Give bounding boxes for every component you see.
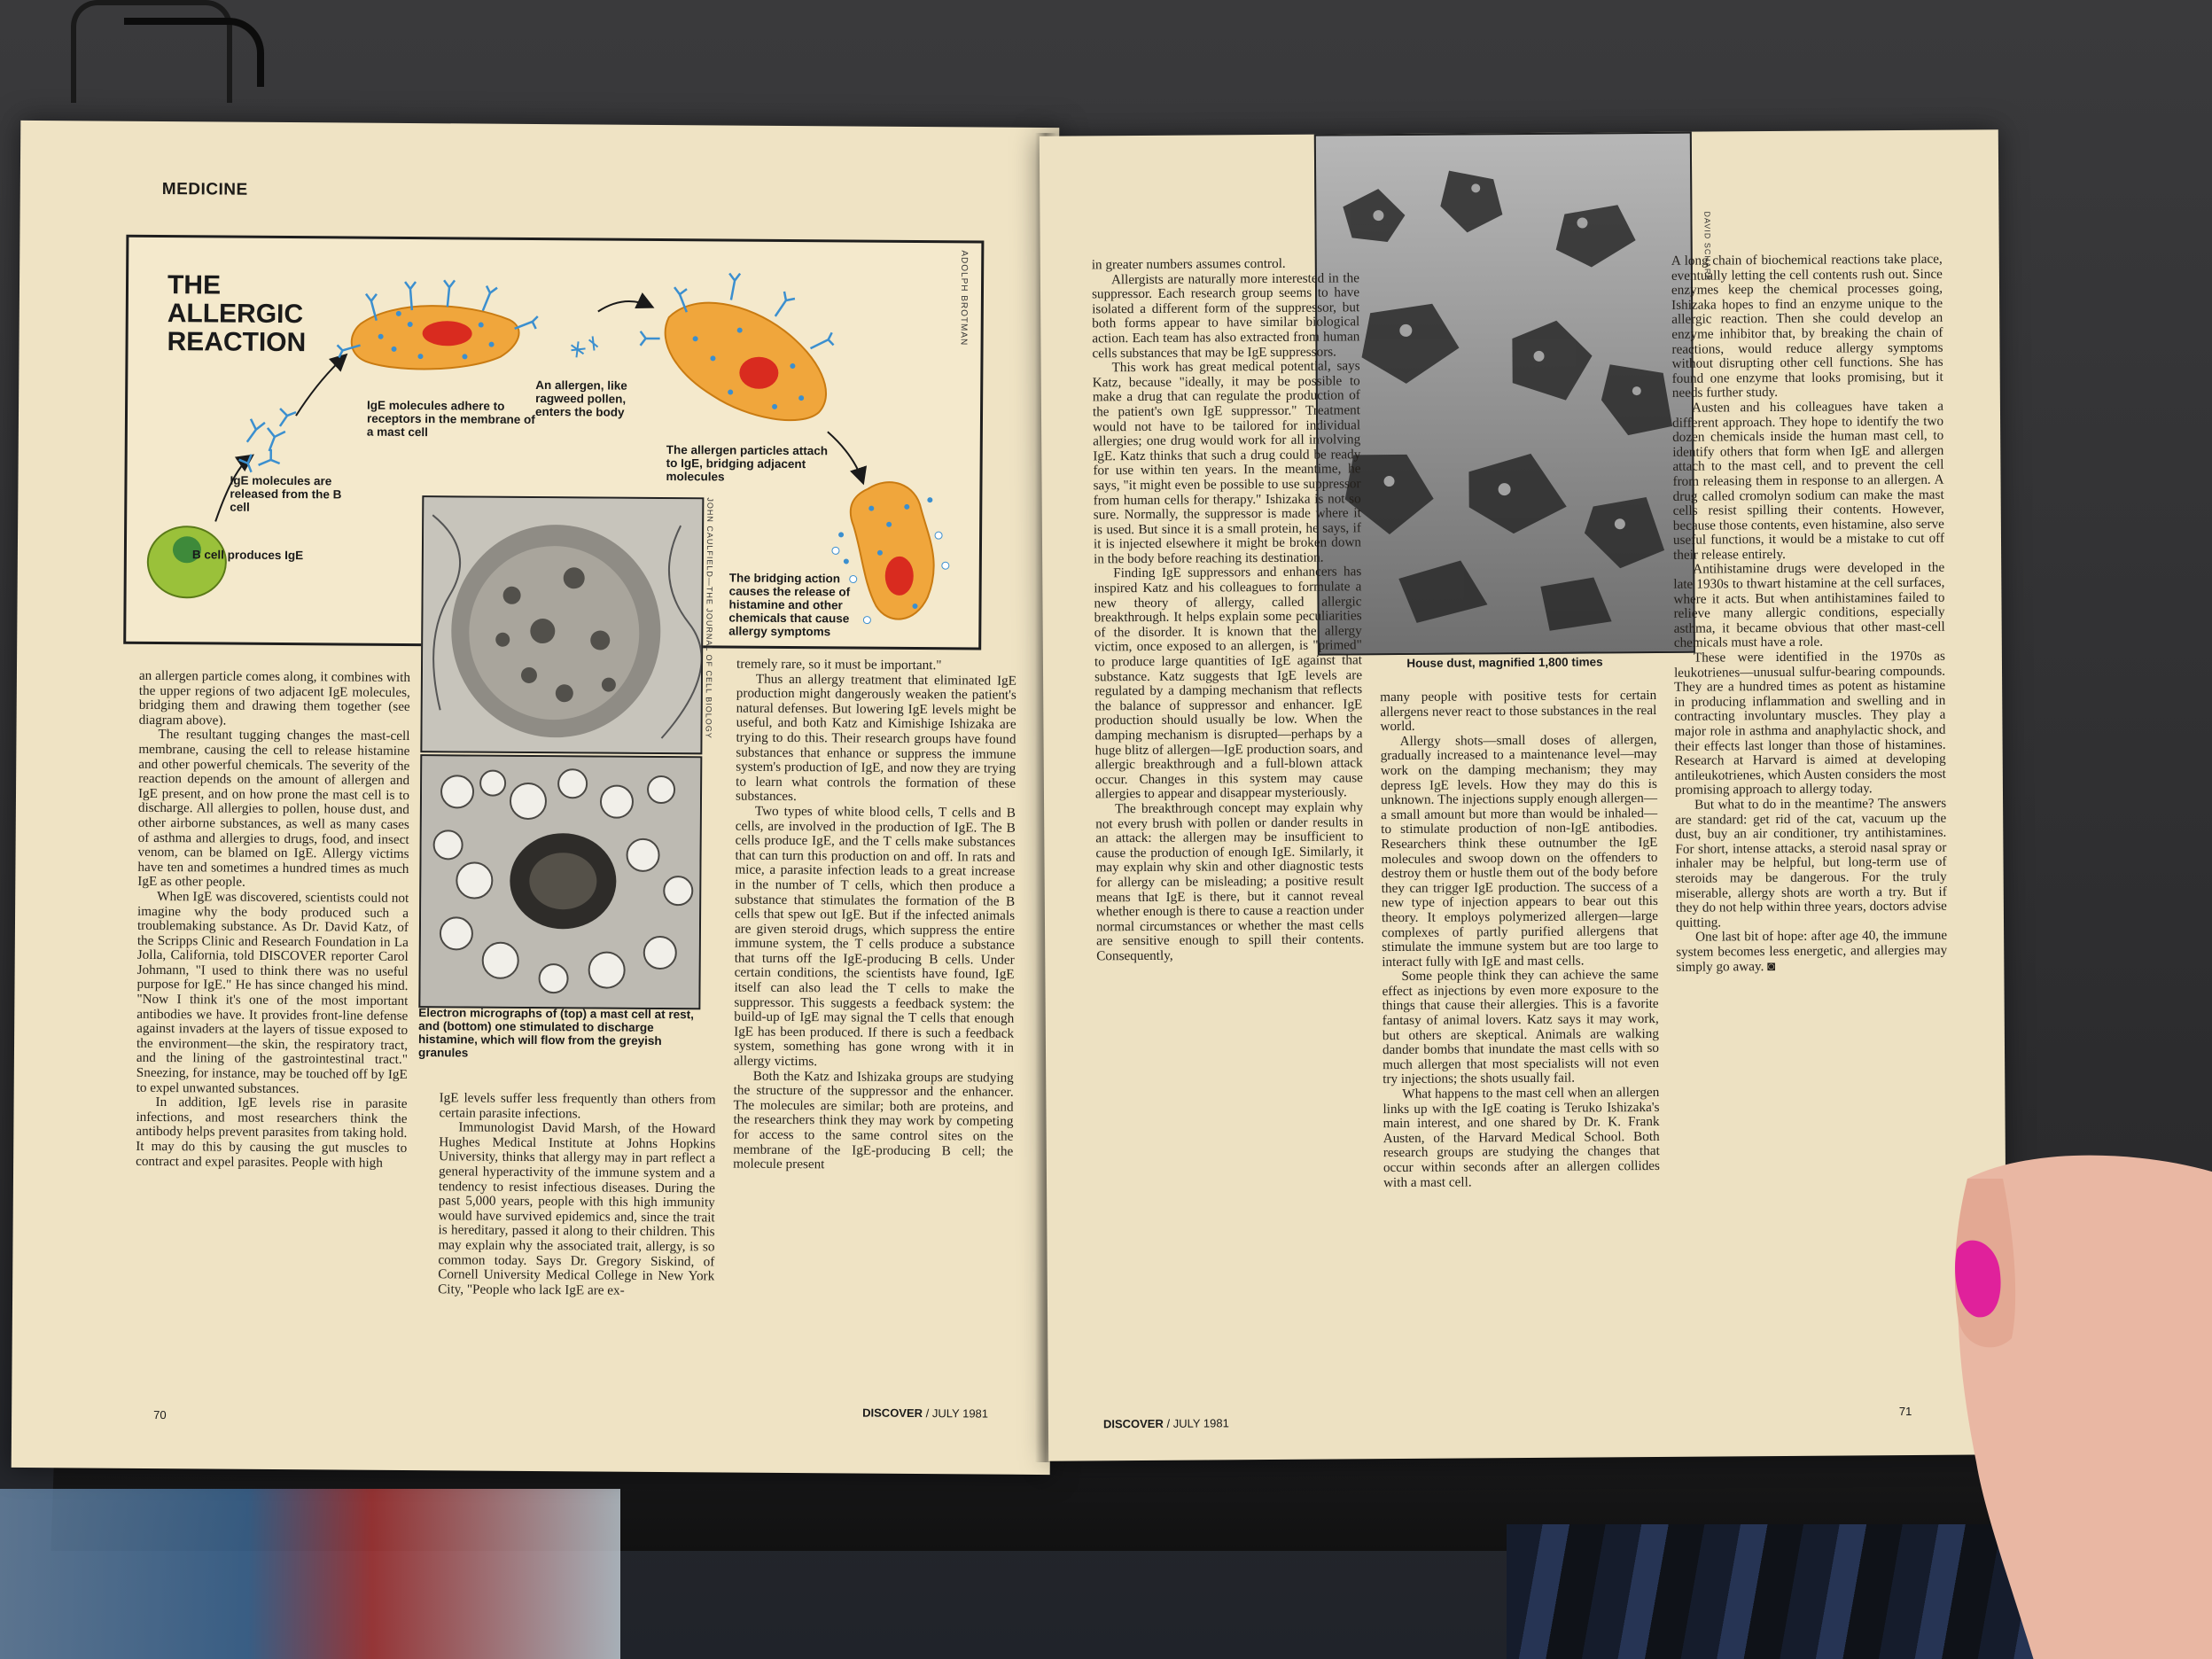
diagram-title-line: THE: [167, 270, 222, 300]
paragraph: This work has great medical potential, says Katz, because "ideally, it may be possible to make a drug that can regulate the production of the patient's own IgE suppressor." Treatment would not have to be tailored for individual allergies; one drug would work for all involving IgE. Katz thinks that such a drug could be ready for use within ten years. In the meantime, he says, "it might even be possible to use suppressor from human cells for therapy." Ishizaka is not so sure. Normally, the suppressor is made where it is used. But since it is a small protein, he says, if it is injected elsewhere it might be broken down in the body before reaching its destination.: [1092, 358, 1362, 567]
micrograph-top-image: [422, 497, 702, 752]
mast-cell-bridged: [640, 273, 834, 421]
page-number-left: 70: [153, 1408, 167, 1422]
label-ige-released: IgE molecules are released from the B cell: [230, 473, 342, 514]
paragraph: [1676, 929, 1947, 975]
micrograph-bottom: [418, 754, 702, 1009]
left-column-2: [437, 1091, 715, 1376]
magazine-page-left: [12, 121, 1060, 1475]
micrograph-caption: Electron micrographs of (top) a mast cell at rest, and (bottom) one stimulated to discharge histamine, which will flow from the greyish granules: [417, 1006, 694, 1060]
micrograph-top: [420, 495, 704, 754]
paragraph: When IgE was discovered, scientists could not imagine why the body produced such a troublemaking substance. As Dr. David Katz, of the Scripps Clinic and Research Foundation in La Jolla, California, told DISCOVER reporter Carol Johmann, "I used to think there was no useful purpose for IgE." He has since changed his mind. "Now I think it's one of the most important antibodies we have. It provides front-line defense against invaders at the layers of tissue exposed to the environment—the skin, the respiratory tract, and the lining of the gastrointestinal tract." Sneezing, for instance, may be touched off by IgE to expel unwanted substances.: [136, 888, 409, 1096]
paragraph: Allergy shots—small doses of allergen, gradually increased to a maintenance level—may work on the damping mechanism; they may depress IgE levels. How they may do this is unknown. The injections supply enough allergen—a small amount but more than would be inhaled—to stimulate production of non-IgE antibodies. Researchers think these outnumber the IgE molecules and swoop down on the offenders to destroy them or hustle them out of the body before they can trigger IgE production. The success of a new type of injection appears to bear out this theory. It employs polymerized allergen—large complexes of partly purified allergens that stimulate the immune system but are too large to interact fully with IgE and mast cells.: [1380, 731, 1659, 970]
folio-right: [1103, 1416, 1229, 1430]
diagram-credit: ADOLPH BROTMAN: [958, 250, 970, 347]
mast-cell-receptors: [337, 279, 538, 370]
page-number-right: 71: [1898, 1404, 1912, 1419]
paragraph: The breakthrough concept may explain why not every brush with pollen or dander results in an attack: the allergen may be insufficient to cause the production of enough IgE. Similarly, it may explain why skin and other diagnostic tests for allergy can be misleading; a positive result means that IgE is there, but it cannot reveal whether enough is there to cause a reaction under normal circumstances or whether the mast cells are sensitive enough to spill their contents. Consequently,: [1095, 799, 1365, 964]
folio-magazine: DISCOVER: [862, 1406, 923, 1421]
pollen-particles: [571, 336, 597, 357]
right-column-2: [1380, 689, 1661, 1367]
house-dust-image: [1316, 134, 1694, 654]
hand: [1932, 1143, 2212, 1659]
ige-molecules: [239, 409, 297, 472]
right-column-3: [1671, 253, 1951, 1366]
paragraph: Antihistamine drugs were developed in the late 1930s to thwart histamine at the cell surfaces, where it acts. But when antihistamines failed to relieve many allergic conditions, especially asthma, it became obvious that other mast-cell chemicals must have a role.: [1673, 560, 1945, 651]
paragraph-text: One last bit of hope: after age 40, the immune system becomes less energetic, and allergies may simply go away.: [1676, 927, 1948, 975]
label-b-cell: B cell produces IgE: [191, 548, 304, 563]
paragraph: tremely rare, so it must be important.": [736, 656, 942, 674]
paragraph: Austen and his colleagues have taken a different approach. They hope to identify the two dozen chemicals inside the human mast cell, to identify others that form when IgE and allergen attach to the mast cell, and to prevent the cell from releasing them in response to an allergen. A drug called cromolyn sodium can make the mast cells resist spilling their contents. However, because those contents, even histamine, also serve useful functions, it would be a mistake to cut off their release entirely.: [1672, 398, 1945, 563]
left-column-3: [731, 658, 1016, 1379]
paragraph: Finding IgE suppressors and enhancers has inspired Katz and his colleagues to formulate a new theory of allergy, called allergic breakthrough. It helps explain some peculiarities of the disorder. It is known that the allergy victim, once exposed to an allergen, is "primed" to produce large quantities of IgE against that substance. Katz suggests that IgE levels are regulated by a damping mechanism that reflects the balance of suppressor and enhancer. IgE production should usually be low. When the damping mechanism is disrupted—perhaps by a huge blitz of allergen—IgE production soars, and allergic breakthrough and a full-blown attack occur. Changes in this system may cause allergies to appear and disappear mysteriously.: [1094, 564, 1363, 802]
section-heading: MEDICINE: [161, 180, 248, 199]
paragraph: Some people think they can achieve the same effect as injections by even more exposure to the things that cause their allergies. This is a favorite fantasy of animal lovers. Katz says it may work, but others are skeptical. Animals are walking dander bombs that inundate the mast cells with so much allergen that most specialists will not even try injections; the shots usually fail.: [1382, 967, 1660, 1087]
paragraph: IgE levels suffer less frequently than others from certain parasite infections.: [439, 1090, 716, 1121]
label-ige-adhere: IgE molecules adhere to receptors in the membrane of a mast cell: [366, 398, 535, 440]
paragraph: Allergists are naturally more interested in the suppressor. Each research group seems to have isolated a different form of the suppressor, but both forms appear to have similar biological action. Each team has also extracted from human cells substances that may be IgE suppressors.: [1091, 269, 1360, 361]
label-allergen: An allergen, like ragweed pollen, enters the body: [534, 378, 627, 419]
paragraph: The resultant tugging changes the mast-cell membrane, causing the cell to release histamine and other powerful chemicals. The severity of the reaction depends on the amount of allergen and IgE present, and on how prone the mast cell is to discharge. All allergies to pollen, house dust, and other airborne substances, as well as many cases of asthma and allergies to drugs, food, and insect venom, can be blamed on IgE. Allergy victims have ten and sometimes a hundred times as much IgE as other people.: [137, 727, 410, 891]
photo-caption: House dust, magnified 1,800 times: [1406, 655, 1603, 670]
magazine-page-right: [1040, 129, 2007, 1461]
background-clutter-left: [0, 1489, 620, 1659]
photo-credit: DAVID SCHARF: [1702, 211, 1712, 281]
paragraph: Thus an allergy treatment that eliminated IgE production might dangerously weaken the patient's natural defenses. But lowering IgE levels might be useful, and both Katz and Kimishige Ishizaka are trying to do this. Their research groups have found substances that enhance or suppress the immune system's production of IgE, and now they are trying to learn what controls the formation of these substances.: [735, 671, 1016, 805]
paragraph: These were identified in the 1970s as leukotrienes—unusual sulfur-bearing compounds. They are a hundred times as potent as histamine in producing inflammation and swelling and in contracting involuntary muscles. They play a major role in asthma and anaphylactic shock, and their effects last longer than those of histamines. Research at Harvard is aimed at developing antileukotrienes, which Austen considers the most promising approach to allergy today.: [1673, 648, 1946, 798]
paragraph: Immunologist David Marsh, of the Howard Hughes Medical Institute at Johns Hopkins University, thinks that allergy may in part reflect a general hyperactivity of the immune system and a tendency to resist infectious diseases. During the past 5,000 years, people with this high immunity would have survived epidemics and, since the trait is hereditary, passed it along to their children. This may explain why the associated trait, allergy, is so common today. Says Dr. Gregory Siskind, of Cornell University Medical College in New York City, "People who lack IgE are ex-: [438, 1119, 716, 1298]
paragraph: in greater numbers assumes control.: [1091, 255, 1286, 273]
micrograph-credit: JOHN CAULFIELD—THE JOURNAL OF CELL BIOLOGY: [704, 497, 715, 739]
paragraph: In addition, IgE levels rise in parasite infections, and most researchers think the antibody helps prevent parasites from taking hold. It may do this by causing the gut muscles to contract and expel parasites. People with high: [136, 1094, 408, 1171]
folio-magazine: DISCOVER: [1102, 1416, 1164, 1431]
b-cell: [148, 526, 227, 598]
binder-clip-lever: [124, 18, 264, 87]
diagram-title-line: ALLERGIC: [167, 299, 304, 330]
folio-date: / JULY 1981: [1166, 1416, 1229, 1430]
end-mark-icon: ◙: [1767, 958, 1776, 974]
right-column-1: [1092, 256, 1367, 1369]
paragraph: But what to do in the meantime? The answers are standard: get rid of the cat, vacuum up the dust, buy an air conditioner, try antihistamines. For short, intense attacks, a steroid nasal spray or inhaler may be helpful, but long-term use of steroids may be dangerous. For the truly miserable, allergy shots are worth a try. But if they do not help within three years, doctors advise quitting.: [1675, 795, 1947, 931]
paragraph: an allergen particle comes along, it combines with the upper regions of two adjacent IgE molecules, bridging them and drawing them together (see diagram above).: [138, 667, 411, 728]
diagram-title-line: REACTION: [167, 327, 307, 358]
paragraph: A long chain of biochemical reactions take place, eventually letting the cell contents rush out. Since enzymes keep the chemical processes going, Ishizaka hopes to find an enzyme unique to the allergic reaction. Then she could develop an enzyme inhibitor that, by breaking the chain of reactions, would reduce allergy symptoms without disrupting other cell functions. She has found one enzyme that looks promising, but it needs further study.: [1671, 251, 1943, 401]
paragraph: Two types of white blood cells, T cells and B cells, are involved in the production of IgE. The B cells produce IgE, and the T cells make substances that can turn this production on and off. In rats and mice, a parasite infection leads to a great increase in the number of T cells, which then produce a substance that stimulates the formation of the B cells that spew out IgE. But if the infected animals are given steroid drugs, which suppress the entire immune system, the T cells produce a substance that turns off the IgE-producing B cells. Under certain conditions, the scientists have found, IgE itself can also lead the T cells to make the suppressor. This suggests a feedback system: the build-up of IgE may signal the T cells that enough IgE has been produced. If there is such a feedback system, something has gone wrong with it in allergy victims.: [733, 803, 1016, 1070]
paragraph: many people with positive tests for certain allergens never react to those substances in the real world.: [1380, 687, 1657, 735]
house-dust-photo: [1314, 132, 1695, 656]
label-attach: The allergen particles attach to IgE, bridging adjacent molecules: [666, 443, 829, 484]
paragraph: What happens to the mast cell when an allergen links up with the IgE coating is Teruko Ishizaka's main interest, and one shared by Dr. K. Frank Austen, of the Harvard Medical School. Both research groups are studying the changes that occur within seconds after an allergen collides with a mast cell.: [1382, 1084, 1660, 1190]
label-bridging: The bridging action causes the release of histamine and other chemicals that cause allergy symptoms: [728, 571, 851, 639]
folio-date: / JULY 1981: [925, 1406, 989, 1421]
folio-left: [862, 1406, 988, 1421]
left-column-1: [134, 669, 410, 1371]
micrograph-bottom-image: [420, 756, 700, 1008]
paragraph: Both the Katz and Ishizaka groups are studying the structure of the suppressor and the enhancer. The molecules are similar; both are proteins, and the researchers think they may work by competing for access to the same control sites on the membrane of the IgE-producing B cell; the molecule present: [733, 1068, 1014, 1172]
